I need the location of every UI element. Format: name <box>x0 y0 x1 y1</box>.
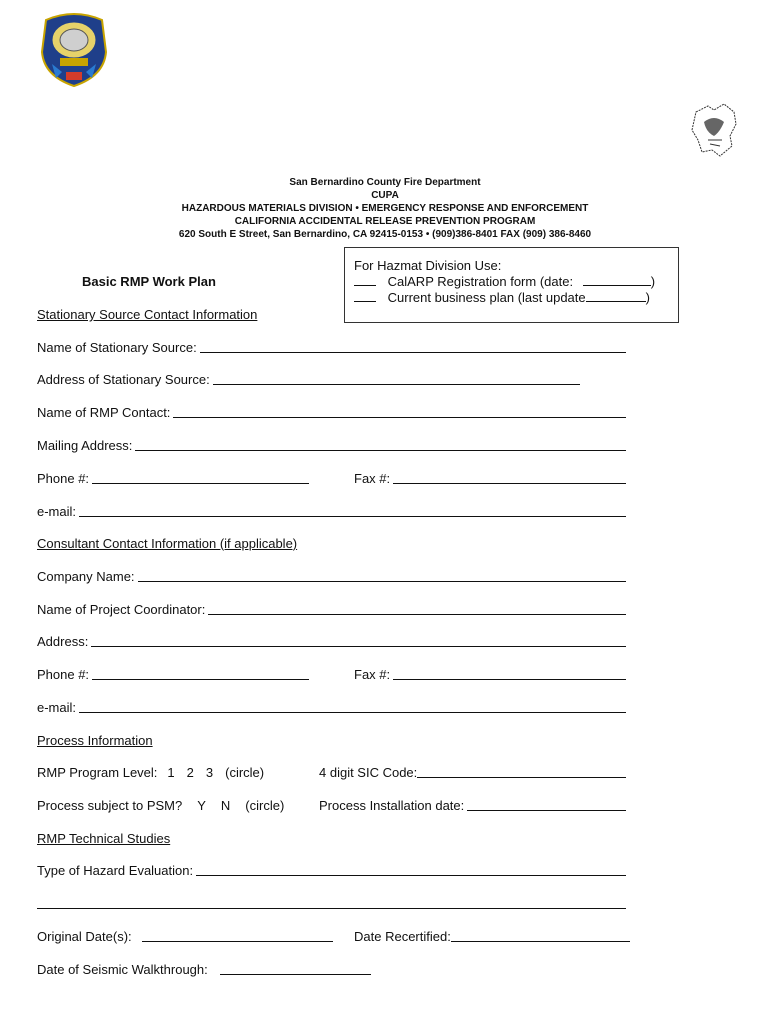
row-email-1 <box>37 504 626 519</box>
section-technical-studies: RMP Technical Studies <box>37 831 171 846</box>
hazard-evaluation-continuation-line[interactable] <box>37 908 626 909</box>
business-plan-label: Current business plan (last update <box>387 290 586 305</box>
consultant-address-label: Address: <box>37 634 89 649</box>
section-consultant: Consultant Contact Information (if applicable) <box>37 536 298 551</box>
agency-name: CUPA <box>371 190 399 201</box>
psm-yes-option[interactable]: Y <box>197 798 206 813</box>
row-psm <box>37 798 284 813</box>
company-name-field[interactable] <box>138 580 626 582</box>
business-plan-close-paren: ) <box>645 290 650 305</box>
email-label: e-mail: <box>37 504 77 519</box>
department-address: 620 South E Street, San Bernardino, CA 92415-0153 • (909)386-8401 FAX (909) 386-8460 <box>178 229 592 240</box>
row-consultant-address <box>37 634 626 649</box>
original-dates-label: Original Date(s): <box>37 929 132 944</box>
row-seismic-walkthrough <box>37 962 371 977</box>
consultant-email-field[interactable] <box>79 711 626 713</box>
business-plan-date-blank[interactable] <box>586 291 646 302</box>
calarp-close-paren: ) <box>650 274 656 289</box>
row-company-name <box>37 569 626 584</box>
form-title: Basic RMP Work Plan <box>82 274 216 289</box>
row-mailing-address <box>37 438 626 453</box>
consultant-phone-label: Phone #: <box>37 667 90 682</box>
row-fax-1 <box>354 471 626 486</box>
seismic-walkthrough-field[interactable] <box>220 973 371 975</box>
date-recertified-label: Date Recertified: <box>354 929 451 944</box>
phone-field[interactable] <box>92 482 309 484</box>
consultant-email-label: e-mail: <box>37 700 77 715</box>
row-rmp-contact <box>37 405 626 420</box>
seismic-walkthrough-label: Date of Seismic Walkthrough: <box>37 962 208 977</box>
psm-circle-note: (circle) <box>245 798 285 813</box>
program-level-1-option[interactable]: 1 <box>167 765 175 780</box>
program-name: CALIFORNIA ACCIDENTAL RELEASE PREVENTION PROGRAM <box>234 216 536 227</box>
source-address-field[interactable] <box>213 383 580 385</box>
row-email-2 <box>37 700 626 715</box>
project-coordinator-label: Name of Project Coordinator: <box>37 602 206 617</box>
program-level-label: RMP Program Level: <box>37 765 158 780</box>
county-seal-sketch-logo <box>690 102 740 158</box>
department-name: San Bernardino County Fire Department <box>289 177 481 188</box>
project-coordinator-field[interactable] <box>208 613 626 615</box>
mailing-address-label: Mailing Address: <box>37 438 133 453</box>
rmp-contact-label: Name of RMP Contact: <box>37 405 171 420</box>
consultant-fax-label: Fax #: <box>354 667 391 682</box>
business-plan-check-blank[interactable] <box>354 291 376 302</box>
row-project-coordinator <box>37 602 626 617</box>
section-stationary-source: Stationary Source Contact Information <box>37 307 258 322</box>
row-program-level <box>37 765 264 780</box>
original-dates-field[interactable] <box>142 940 333 942</box>
consultant-phone-field[interactable] <box>92 678 309 680</box>
row-phone-1 <box>37 471 309 486</box>
email-field[interactable] <box>79 515 626 517</box>
date-recertified-field[interactable] <box>451 940 630 942</box>
hazard-evaluation-field[interactable] <box>196 874 626 876</box>
calarp-registration-label: CalARP Registration form (date: <box>387 274 574 289</box>
business-plan-line <box>354 290 669 306</box>
fax-label: Fax #: <box>354 471 391 486</box>
installation-date-label: Process Installation date: <box>319 798 465 813</box>
installation-date-field[interactable] <box>467 809 626 811</box>
section-process-information: Process Information <box>37 733 153 748</box>
consultant-address-field[interactable] <box>91 645 626 647</box>
company-name-label: Company Name: <box>37 569 135 584</box>
mailing-address-field[interactable] <box>135 449 626 451</box>
row-hazard-evaluation <box>37 863 626 878</box>
phone-label: Phone #: <box>37 471 90 486</box>
sic-code-label: 4 digit SIC Code: <box>319 765 418 780</box>
row-source-address <box>37 372 580 387</box>
row-phone-2 <box>37 667 309 682</box>
source-address-label: Address of Stationary Source: <box>37 372 210 387</box>
calarp-registration-line <box>354 274 669 290</box>
row-source-name <box>37 340 626 355</box>
row-sic-code <box>319 765 626 780</box>
calarp-date-blank[interactable] <box>583 275 651 286</box>
hazard-evaluation-label: Type of Hazard Evaluation: <box>37 863 194 878</box>
hazmat-box-heading: For Hazmat Division Use: <box>354 258 502 273</box>
psm-no-option[interactable]: N <box>220 798 231 813</box>
program-level-3-option[interactable]: 3 <box>205 765 214 780</box>
source-name-label: Name of Stationary Source: <box>37 340 197 355</box>
row-fax-2 <box>354 667 626 682</box>
hazmat-division-use-box <box>344 247 679 323</box>
sic-code-field[interactable] <box>417 776 626 778</box>
rmp-contact-field[interactable] <box>173 416 626 418</box>
division-name: HAZARDOUS MATERIALS DIVISION • EMERGENCY RESPONSE AND ENFORCEMENT <box>181 203 589 214</box>
program-level-circle-note: (circle) <box>225 765 265 780</box>
program-level-2-option[interactable]: 2 <box>186 765 194 780</box>
fax-field[interactable] <box>393 482 626 484</box>
fire-department-badge-logo <box>38 12 110 88</box>
row-original-dates <box>37 929 333 944</box>
source-name-field[interactable] <box>200 351 626 353</box>
calarp-check-blank[interactable] <box>354 275 376 286</box>
psm-label: Process subject to PSM? <box>37 798 183 813</box>
consultant-fax-field[interactable] <box>393 678 626 680</box>
row-installation-date <box>319 798 626 813</box>
row-date-recertified <box>354 929 630 944</box>
